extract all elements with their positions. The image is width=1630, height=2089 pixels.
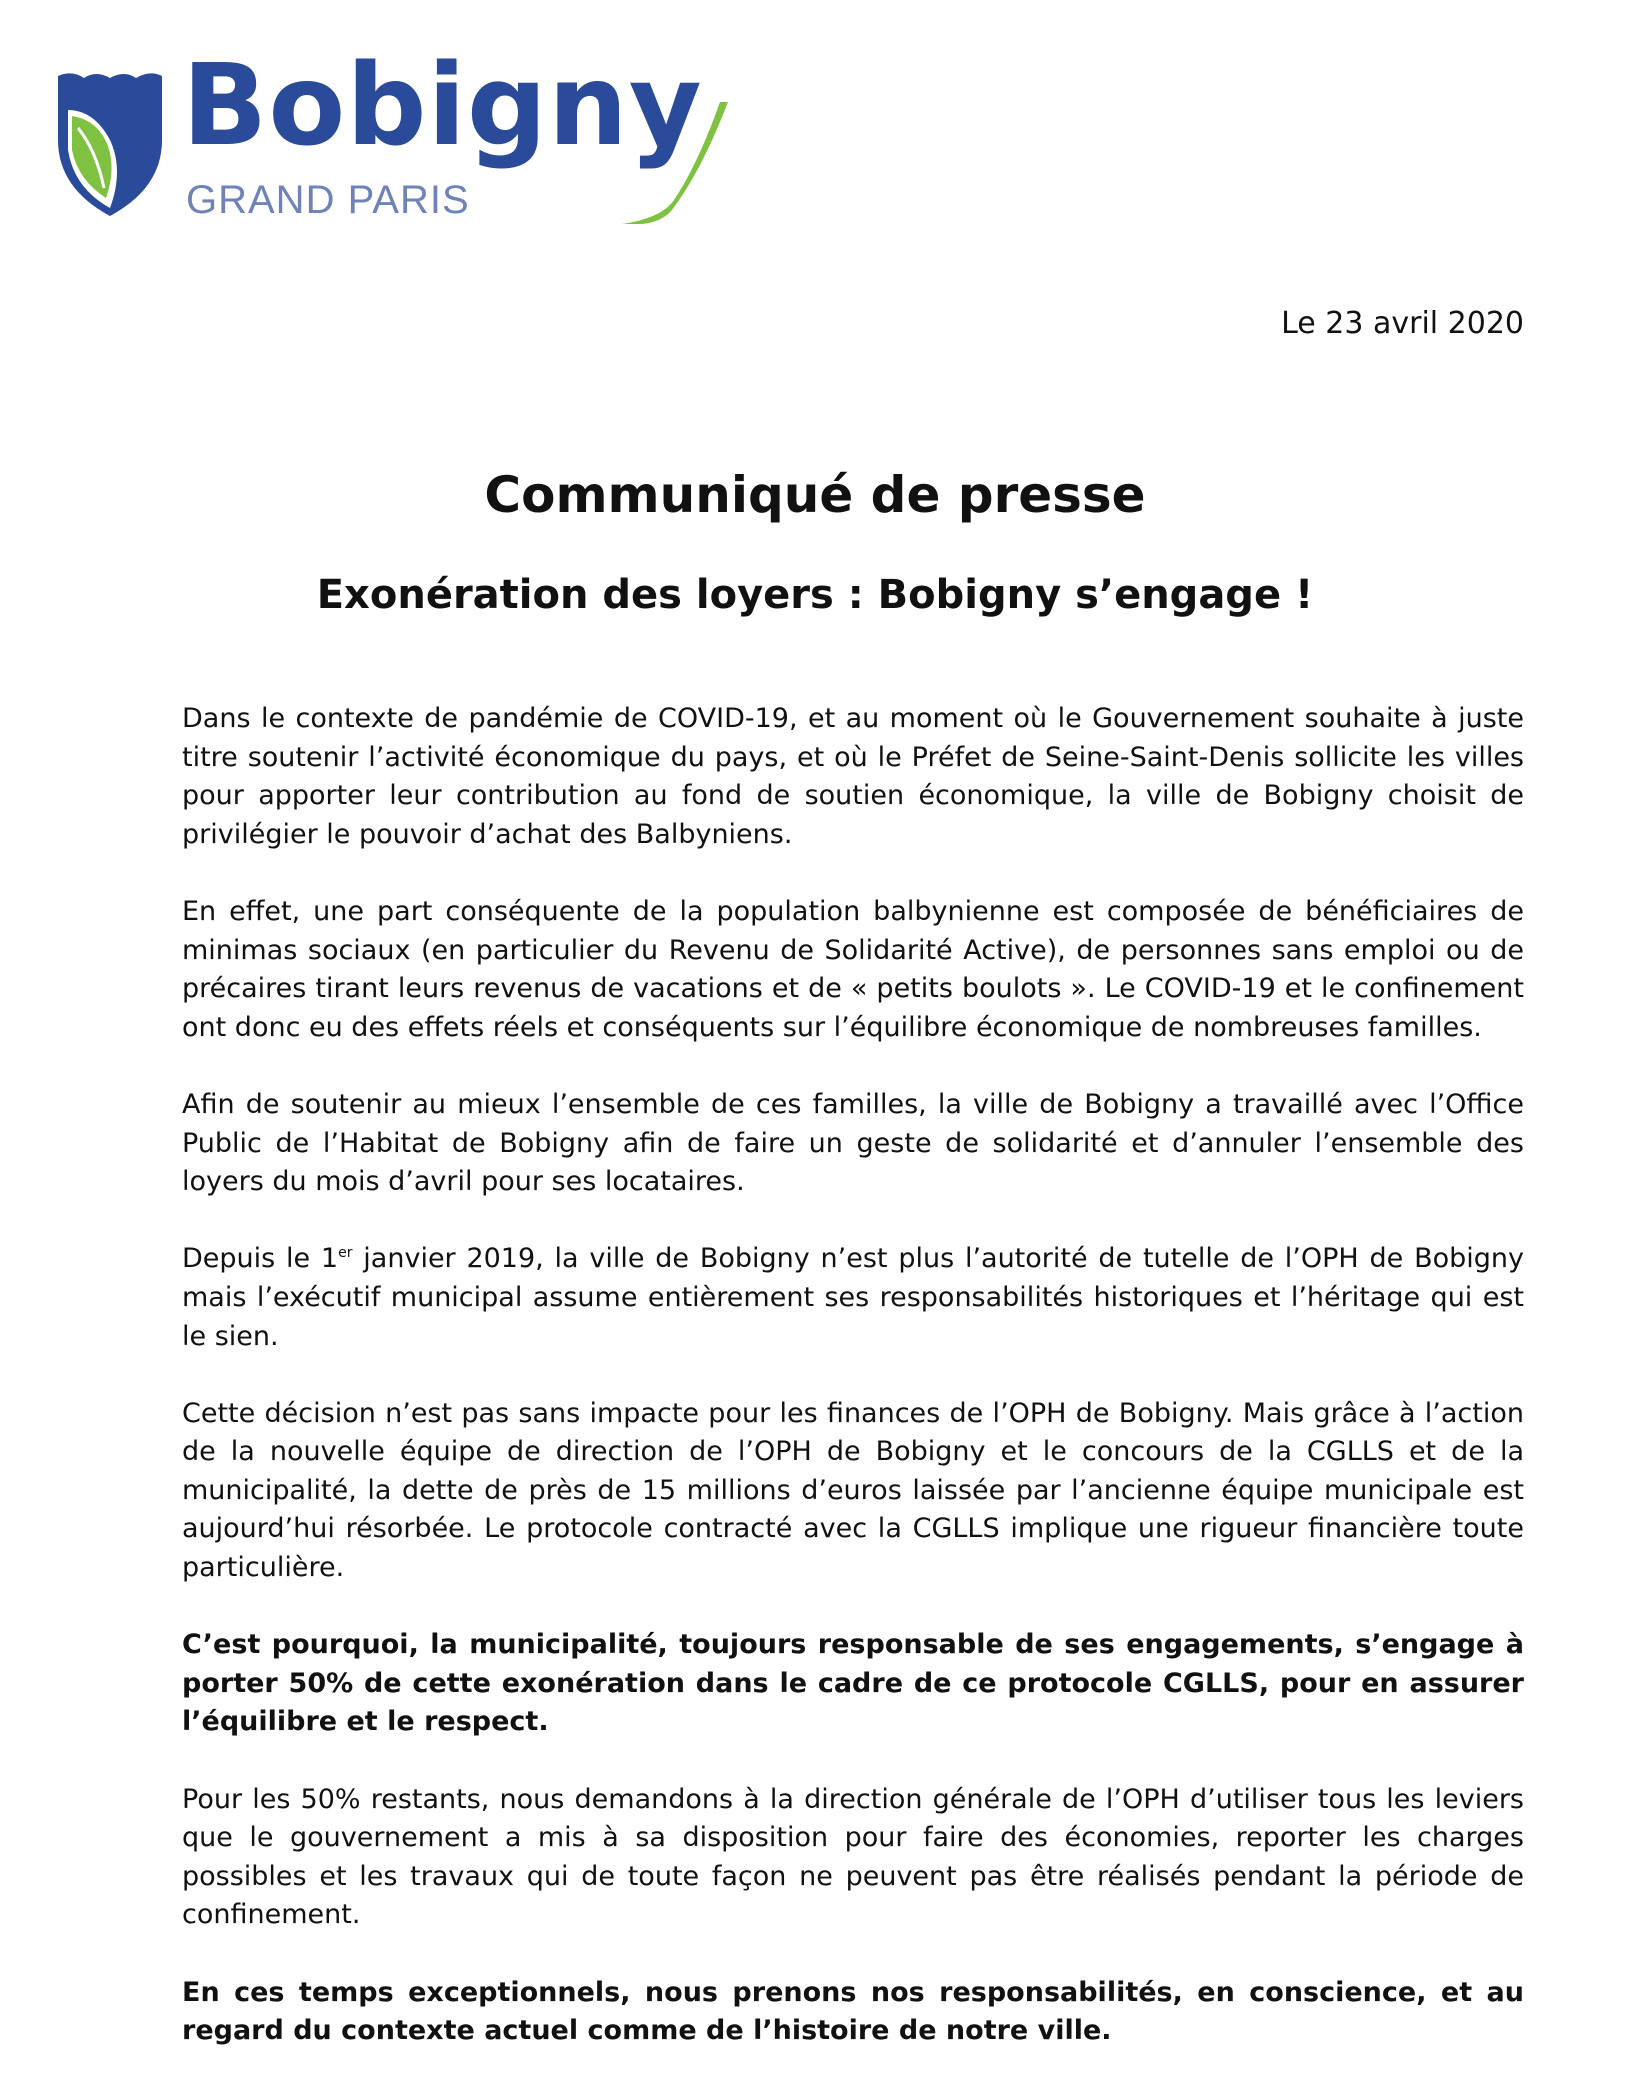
paragraph-families: Afin de soutenir au mieux l’ensemble de ces familles, la ville de Bobigny a travaillé avec l’Office Public de l’Habitat de Bobigny afin de faire un geste de solidarité et d’annuler l’ensemble des loyers du mois d’avril pour ses locataires. [182, 1088, 1524, 1198]
page-title: Communiqué de presse [484, 466, 1146, 524]
paragraph-remaining: Pour les 50% restants, nous demandons à la direction générale de l’OPH d’utiliser tous les leviers que le gouvernement a mis à sa disposition pour faire des économies, reporter les charges possibles et les travaux qui de toute façon ne peuvent pas être réalisés pendant la période de confinement. [182, 1783, 1524, 1931]
page-subtitle: Exonération des loyers : Bobigny s’engage ! [316, 572, 1314, 618]
press-release-date: Le 23 avril 2020 [1281, 306, 1524, 341]
shield-leaf-icon [54, 70, 166, 220]
bobigny-logo [54, 41, 703, 230]
press-release-body [182, 700, 1524, 2089]
paragraph-engagement: C’est pourquoi, la municipalité, toujours responsable de ses engagements, s’engage à porter 50% de cette exonération dans le cadre de ce protocole CGLLS, pour en assurer l’équilibre et le respect. [182, 1629, 1524, 1738]
paragraph-finances: Cette décision n’est pas sans impacte pour les finances de l’OPH de Bobigny. Mais grâce à l’action de la nouvelle équipe de direction de l’OPH de Bobigny et le concours de la CGLLS et de la municipalité, la dette de près de 15 millions d’euros laissée par l’ancienne équipe municipale est aujourd’hui résorbée. Le protocole contracté avec la CGLLS implique une rigueur financière toute particulière. [182, 1397, 1524, 1584]
paragraph-conclusion: En ces temps exceptionnels, nous prenons nos responsabilités, en conscience, et au regard du contexte actuel comme de l’histoire de notre ville. [182, 1976, 1524, 2047]
paragraph-tutelle [182, 1240, 1524, 1356]
logo-subtitle: GRAND PARIS [186, 178, 470, 222]
ordinal-superscript: er [338, 1245, 353, 1262]
paragraph-tutelle-end: janvier 2019, la ville de Bobigny n’est plus l’autorité de tutelle de l’OPH de Bobigny mais l’exécutif municipal assume entièrement ses responsabilités historiques et l’héritage qui est le sien. [182, 1243, 1524, 1352]
logo-name: Bobigny [182, 41, 703, 171]
paragraph-tutelle-start: Depuis le 1 [182, 1243, 339, 1275]
paragraph-population: En effet, une part conséquente de la population balbynienne est composée de bénéficiaires de minimas sociaux (en particulier du Revenu de Solidarité Active), de personnes sans emploi ou de précaires tirant leurs revenus de vacations et de « petits boulots ». Le COVID-19 et le confinement ont donc eu des effets réels et conséquents sur l’équilibre économique de nombreuses familles. [182, 895, 1524, 1043]
logo-swoosh-icon [602, 100, 732, 230]
paragraph-context: Dans le contexte de pandémie de COVID-19, et au moment où le Gouvernement souhaite à juste titre soutenir l’activité économique du pays, et où le Préfet de Seine-Saint-Denis sollicite les villes pour apporter leur contribution au fond de soutien économique, la ville de Bobigny choisit de privilégier le pouvoir d’achat des Balbyniens. [182, 703, 1524, 850]
